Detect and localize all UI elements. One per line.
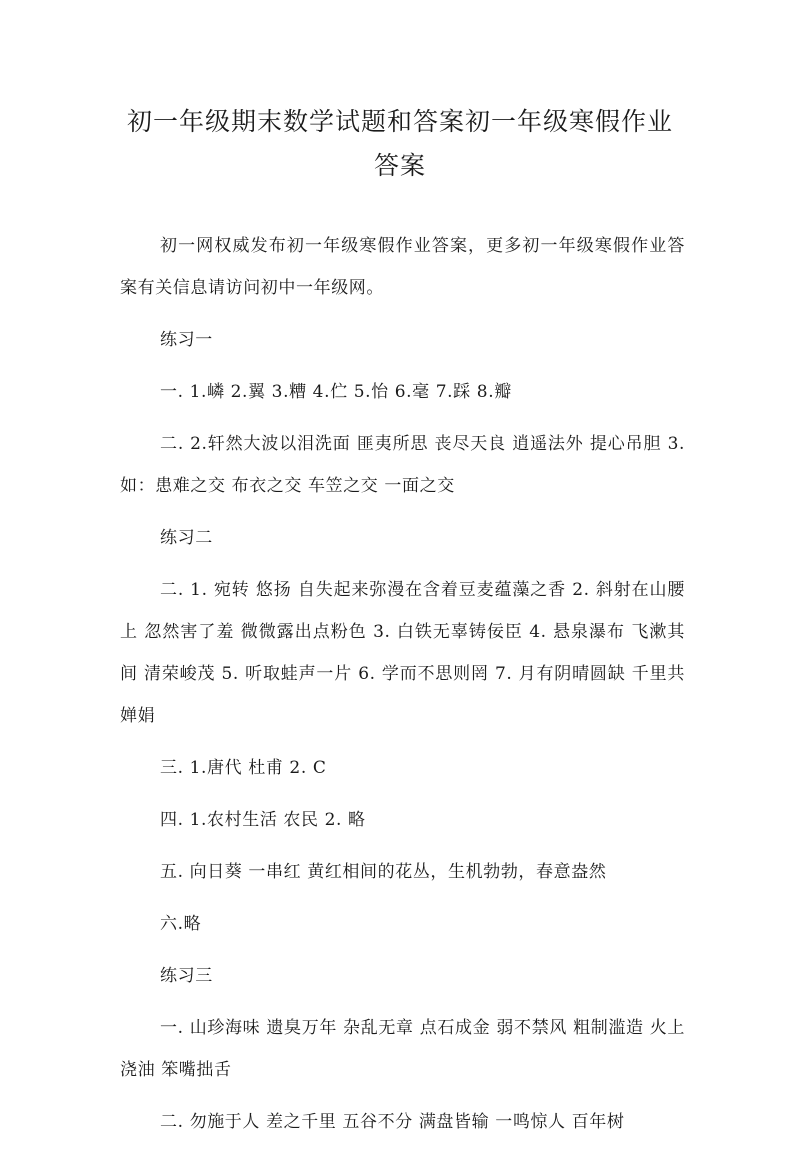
answer-paragraph: 五. 向日葵 一串红 黄红相间的花丛，生机勃勃，春意盎然	[160, 862, 607, 882]
answer-paragraph: 一. 1.嶙 2.翼 3.糟 4.伫 5.怡 6.毫 7.踩 8.瓣	[160, 382, 512, 402]
answer-paragraph: 二. 1. 宛转 悠扬 自失起来弥漫在含着豆麦蕴藻之香 2. 斜射在山腰上 忽然害了羞 微微露出点粉色 3. 白铁无辜铸佞臣 4. 悬泉瀑布 飞漱其间 清荣峻茂 5. 听取蛙声一片 6. 学而不思则罔 7. 月有阴晴圆缺 千里共婵娟	[120, 580, 685, 726]
answer-paragraph: 六.略	[160, 914, 202, 934]
answer-paragraph: 三. 1.唐代 杜甫 2. C	[160, 758, 327, 778]
answer-paragraph: 二. 勿施于人 差之千里 五谷不分 满盘皆输 一鸣惊人 百年树	[160, 1112, 625, 1132]
document-body	[120, 225, 685, 1153]
answer-paragraph: 一. 山珍海味 遗臭万年 杂乱无章 点石成金 弱不禁风 粗制滥造 火上浇油 笨嘴拙舌	[120, 1018, 685, 1080]
answer-paragraph: 二. 2.轩然大波以泪洗面 匪夷所思 丧尽天良 逍遥法外 提心吊胆 3.如：患难之交 布衣之交 车笠之交 一面之交	[120, 434, 685, 496]
document-title: 初一年级期末数学试题和答案初一年级寒假作业答案	[126, 107, 673, 180]
intro-paragraph: 初一网权威发布初一年级寒假作业答案，更多初一年级寒假作业答案有关信息请访问初中一年级网。	[120, 236, 685, 298]
section-heading-exercise-1: 练习一	[160, 330, 213, 350]
answer-paragraph: 四. 1.农村生活 农民 2. 略	[160, 810, 366, 830]
section-heading-exercise-2: 练习二	[160, 528, 213, 548]
section-heading-exercise-3: 练习三	[160, 966, 213, 986]
